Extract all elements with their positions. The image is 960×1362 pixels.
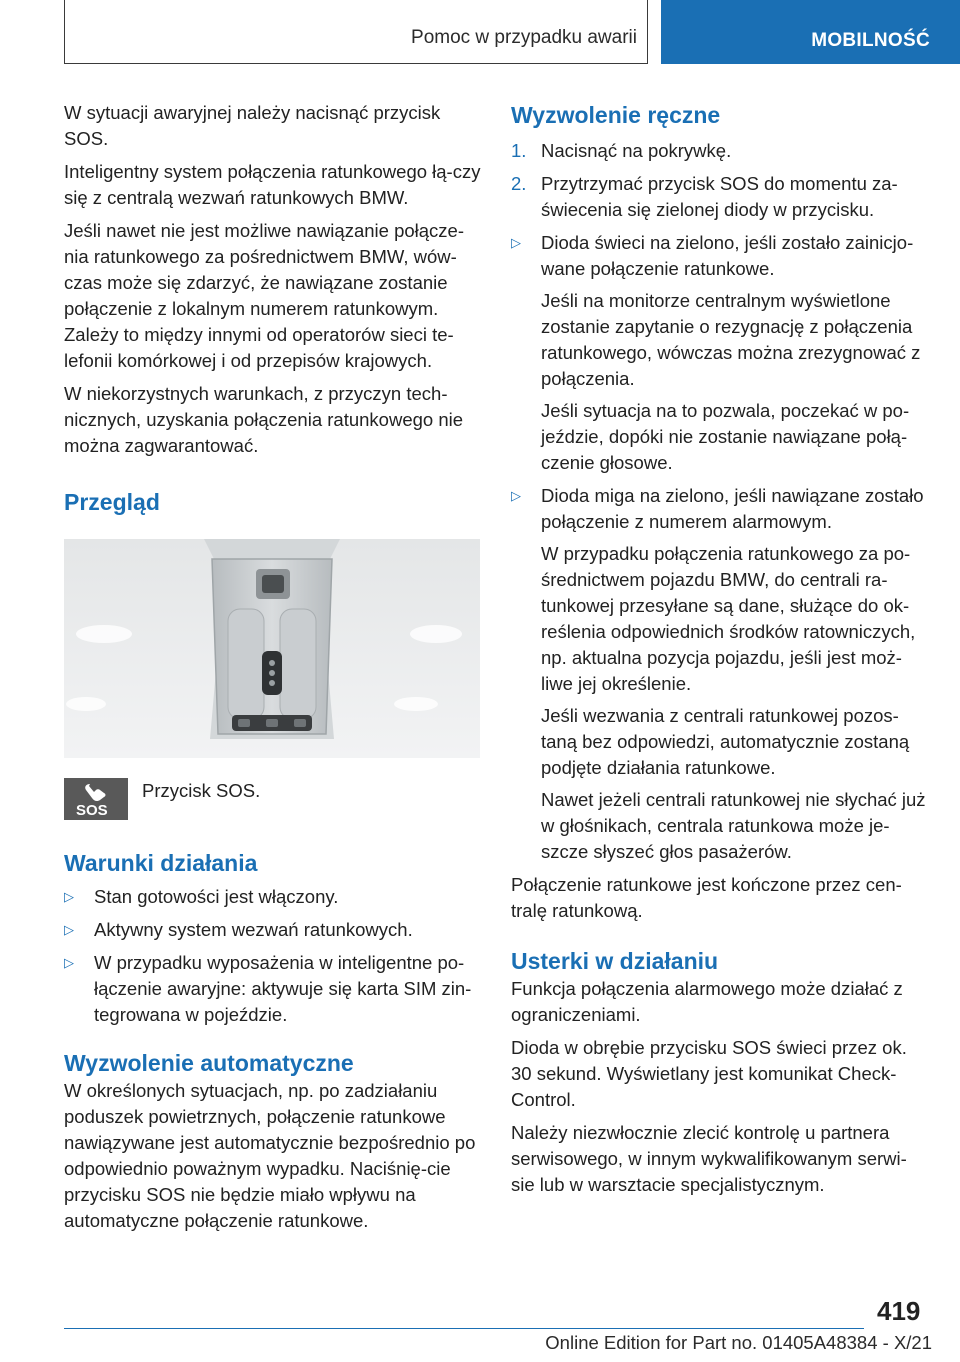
sos-overhead-console-photo [64, 539, 480, 758]
step-number: 1. [511, 140, 527, 161]
list-item: ▷ W przypadku wyposażenia w inteligentne po‐łączenie awaryjne: aktywuje się karta SIM zin‐tegrowana w pojeździe. [64, 950, 482, 1028]
list-item: ▷ Stan gotowości jest włączony. [64, 884, 482, 910]
note: Jeśli wezwania z centrali ratunkowej pozos‐taną bez odpowiedzi, automatycznie zostaną podjęte działania ratunkowe. [541, 705, 910, 778]
phone-sos-icon [64, 778, 128, 820]
header-section-frame [64, 0, 648, 64]
right-column [511, 100, 929, 1205]
automatic-trigger-heading: Wyzwolenie automatyczne [64, 1050, 354, 1076]
chapter-tab [661, 0, 960, 64]
triangle-right-icon: ▷ [64, 889, 74, 904]
step-item: 1. Nacisnąć na pokrywkę. [511, 138, 929, 164]
list-item: ▷ Dioda świeci na zielono, jeśli zostało zainicjo‐wane połączenie ratunkowe. Jeśli na monitorze centralnym wyświetlone zostanie zapytanie o rezygnację z połączenia ratunkowego, wówczas można zrezygnować z połączenia. Jeśli sytuacja na to pozwala, poczekać w po‐jeździe, dopóki nie zostanie nawiązane połą‐czenie głosowe. [511, 230, 929, 476]
faults-paragraph: Funkcja połączenia alarmowego może działać z ograniczeniami. [511, 978, 903, 1025]
footer-divider [64, 1328, 864, 1329]
step-item: 2. Przytrzymać przycisk SOS do momentu za‐świecenia się zielonej diody w przycisku. [511, 171, 929, 223]
page-number: 419 [877, 1296, 921, 1326]
section-title: Pomoc w przypadku awarii [411, 27, 637, 48]
left-column [64, 100, 482, 1241]
triangle-right-icon: ▷ [64, 955, 74, 970]
intro-paragraph: Inteligentny system połączenia ratunkowego łą‐czy się z centralą wezwań ratunkowych BMW. [64, 161, 481, 208]
overhead-console-illustration [64, 539, 480, 758]
end-call-text: Połączenie ratunkowe jest kończone przez cen‐tralę ratunkową. [511, 874, 902, 921]
faults-paragraph: Dioda w obrębie przycisku SOS świeci przez ok. 30 sekund. Wyświetlany jest komunikat Check-Control. [511, 1037, 907, 1110]
faults-heading: Usterki w działaniu [511, 948, 719, 974]
chapter-title: MOBILNOŚĆ [811, 30, 930, 51]
conditions-heading: Warunki działania [64, 850, 258, 876]
intro-paragraph: W niekorzystnych warunkach, z przyczyn tech‐nicznych, uzyskania połączenia ratunkowego nie można zagwarantować. [64, 383, 464, 456]
step-number: 2. [511, 173, 527, 194]
intro-paragraph: Jeśli nawet nie jest możliwe nawiązanie połącze‐nia ratunkowego za pośrednictwem BMW, wów‐czas może się zdarzyć, że nawiązane zostanie połączenie z lokalnym numerem ratunkowym. Zależy to między innymi od operatorów sieci te‐lefonii komórkowej i od przepisów krajowych. [64, 220, 464, 371]
note: W przypadku połączenia ratunkowego za po‐średnictwem pojazdu BMW, do centrali ra‐tunkowej przesyłane są dane, służące do ok‐reślenia odpowiednich środków ratowniczych, np. aktualna pozycja pojazdu, jeśli jest moż‐liwe jej określenie. [541, 543, 916, 694]
note: Nawet jeżeli centrali ratunkowej nie słychać już w głośnikach, centrala ratunkowa może je‐szcze słyszeć głos pasażerów. [541, 789, 926, 862]
note: Jeśli sytuacja na to pozwala, poczekać w po‐jeździe, dopóki nie zostanie nawiązane połą‐czenie głosowe. [541, 400, 910, 473]
sos-caption: Przycisk SOS. [142, 780, 261, 801]
automatic-trigger-text: W określonych sytuacjach, np. po zadziałaniu poduszek powietrznych, połączenie ratunkowe nawiązywane jest automatycznie bezpośrednio po odpowiednio poważnym wypadku. Naciśnię‐cie przycisku SOS nie będzie miało wpływu na automatyczne połączenie ratunkowe. [64, 1080, 476, 1231]
triangle-right-icon: ▷ [511, 235, 521, 250]
triangle-right-icon: ▷ [64, 922, 74, 937]
intro-paragraph: W sytuacji awaryjnej należy nacisnąć przycisk SOS. [64, 102, 441, 149]
footer-edition: Online Edition for Part no. 01405A48384 - X/21 [545, 1332, 932, 1353]
list-item: ▷ Dioda miga na zielono, jeśli nawiązane zostało połączenie z numerem alarmowym. W przypadku połączenia ratunkowego za po‐średnictwem pojazdu BMW, do centrali ra‐tunkowej przesyłane są dane, służące do ok‐reślenia odpowiednich środków ratowniczych, np. aktualna pozycja pojazdu, jeśli jest moż‐liwe jej określenie. Jeśli wezwania z centrali ratunkowej pozos‐taną bez odpowiedzi, automatycznie zostaną podjęte działania ratunkowe. Nawet jeżeli centrali ratunkowej nie słychać już w głośnikach, centrala ratunkowa może je‐szcze słyszeć głos pasażerów. [511, 483, 929, 865]
sos-icon-label: SOS [76, 802, 108, 819]
list-item: ▷ Aktywny system wezwań ratunkowych. [64, 917, 482, 943]
triangle-right-icon: ▷ [511, 488, 521, 503]
sos-button-legend [64, 778, 482, 820]
manual-trigger-heading: Wyzwolenie ręczne [511, 102, 721, 128]
note: Jeśli na monitorze centralnym wyświetlone zostanie zapytanie o rezygnację z połączenia ratunkowego, wówczas można zrezygnować z połączenia. [541, 290, 921, 389]
overview-heading: Przegląd [64, 489, 160, 515]
faults-paragraph: Należy niezwłocznie zlecić kontrolę u partnera serwisowego, w innym wykwalifikowanym serwi‐sie lub w warsztacie specjalistycznym. [511, 1122, 907, 1195]
